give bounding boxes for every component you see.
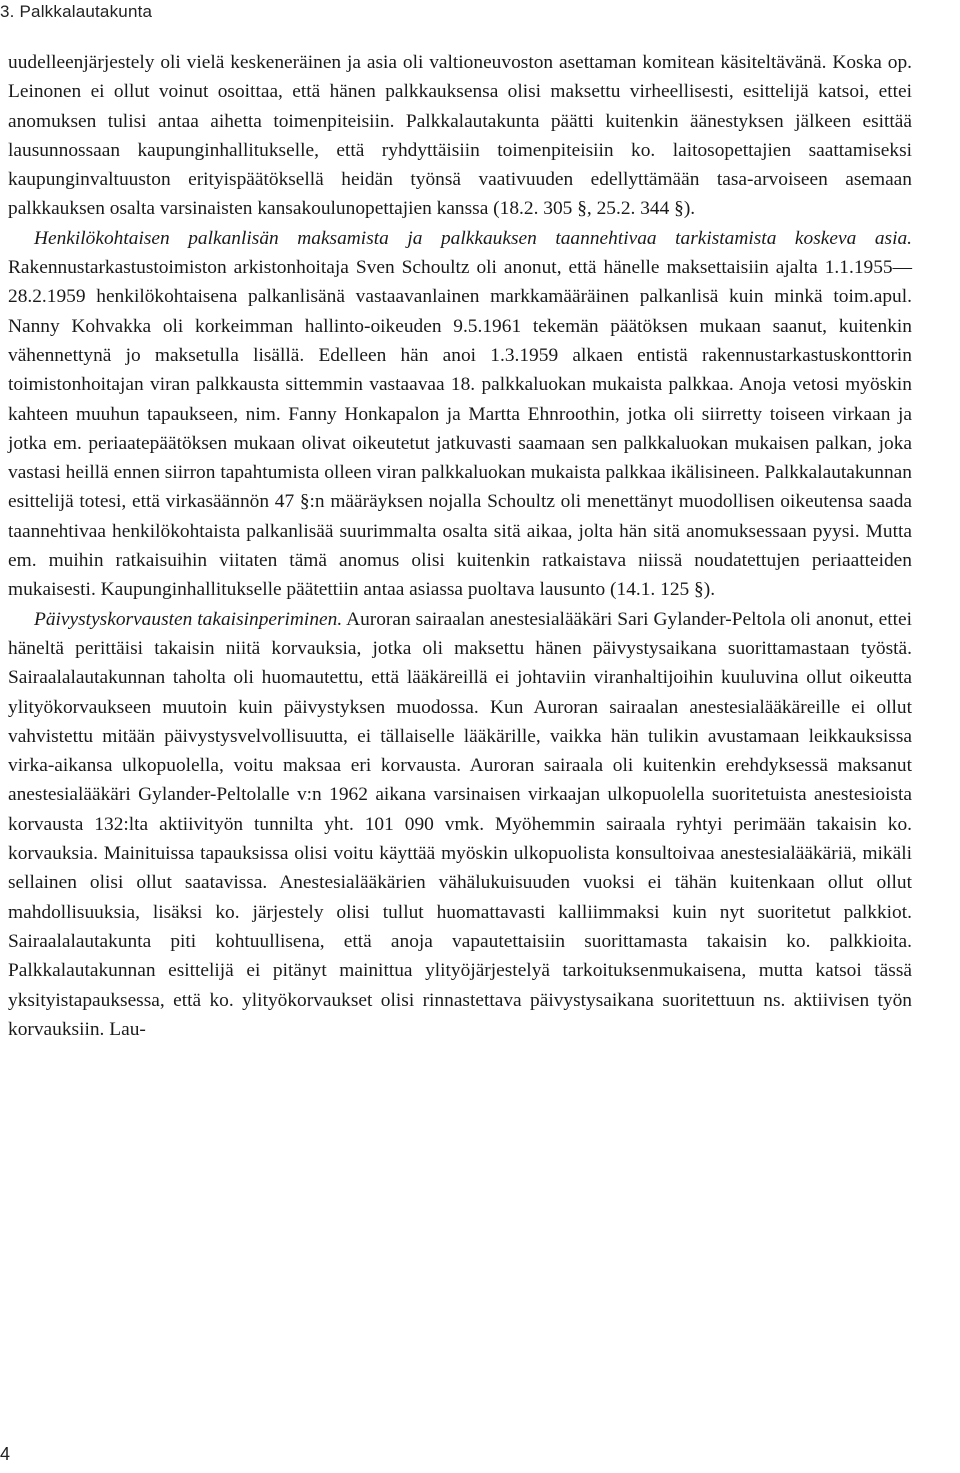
running-head: 3. Palkkalautakunta: [0, 2, 153, 21]
paragraph-paivystys: [8, 605, 912, 1044]
paragraph-text: Auroran sairaalan anestesialääkäri Sari Gylander-Peltola oli anonut, ettei häneltä perittäisi takaisin niitä korvauksia, jotka oli maksettu hänen päivystysaikana suorittamastaan työstä. Sairaalalautakunnan taholta oli huomautettu, että lääkäreillä ei johtaviin viranhaltijoihin kuuluvina ollut oikeutta ylityökorvaukseen muutoin kuin päivystyksen muodossa. Kun Auroran sairaalan anestesialääkäreille ei ollut vahvistettu mitään päivystysvelvollisuutta, ei tällaiselle lääkärille, vaikka hän tulikin avustamaan leikkauksissa virka-aikansa ulkopuolella, voitu maksaa eri korvausta. Auroran sairaala oli kuitenkin erehdyksessä maksanut anestesialääkäri Gylander-Peltolalle v:n 1962 aikana varsinaisen virkaajan ulkopuolella suoritetuista anestesioista korvausta 132:lta aktiivityön tunnilta yht. 101 090 vmk. Myöhemmin sairaala ryhtyi perimään takaisin ko. korvauksia. Mainituissa tapauksissa olisi voitu käyttää myöskin ulkopuolista konsultoivaa anestesialääkäriä, mikäli sellainen olisi ollut saatavissa. Anestesialääkärien vähälukuisuuden vuoksi ei tähän kuitenkaan ollut ollut mahdollisuuksia, lisäksi ko. järjestely olisi tullut huomattavasti kalliimmaksi kuin nyt suoritetut palkkiot. Sairaalalautakunta piti kohtuullisena, että anoja vapautettaisiin suorittamasta takaisin ko. palkkioita. Palkkalautakunnan esittelijä ei pitänyt mainittua ylityöjärjestelyä tarkoituksenmukaisena, mutta katsoi tässä yksityistapauksessa, että ko. ylityökorvaukset olisi rinnastettava päivystysaikana suoritettuun ns. aktiivisen työn korvauksiin. Lau-: [8, 608, 912, 1040]
page-number: 4: [0, 1444, 11, 1464]
section-heading-paivystys: Päivystyskorvausten takaisinperiminen.: [34, 608, 343, 630]
page-body: [8, 48, 912, 1044]
paragraph-continued: uudelleenjärjestely oli vielä keskeneräinen ja asia oli valtioneuvoston asettaman komitean käsiteltävänä. Koska op. Leinonen ei ollut voinut osoittaa, että hänen palkkauksensa olisi maksettu virheellisesti, esittelijä katsoi, ettei anomuksen tulisi antaa aihetta toimenpiteisiin. Palkkalautakunta päätti kuitenkin äänestyksen jälkeen esittää lausunnossaan kaupunginhallitukselle, että ryhdyttäisiin toimenpiteisiin ko. laitosopettajien saattamiseksi kaupunginvaltuuston erityispäätöksellä heidän työnsä vaativuuden edellyttämään tasa-arvoiseen asemaan palkkauksen osalta varsinaisten kansakoulunopettajien kanssa (18.2. 305 §, 25.2. 344 §).: [8, 52, 912, 220]
paragraph-text: Rakennustarkastustoimiston arkistonhoitaja Sven Schoultz oli anonut, että hänelle maksettaisiin ajalta 1.1.1955—28.2.1959 henkilökohtaisena palkanlisänä vastaavanlainen markkamääräinen palkanlisä kuin minkä toim.apul. Nanny Kohvakka oli korkeimman hallinto-oikeuden 9.5.1961 tekemän päätöksen mukaan saanut, kuitenkin vähennettynä jo maksetulla lisällä. Edelleen hän anoi 1.3.1959 alkaen entistä rakennustarkastuskonttorin toimistonhoitajan viran palkkausta sittemmin vastaavaa 18. palkkaluokan mukaista palkkaa. Anoja vetosi myöskin kahteen muuhun tapaukseen, nim. Fanny Honkapalon ja Martta Ehnroothin, jotka oli siirretty toiseen virkaan ja jotka em. periaatepäätöksen mukaan olivat oikeutetut jatkuvasti saamaan sen palkkaluokan mukaisen palkan, joka vastasi heillä ennen siirron tapahtumista olleen viran palkkaluokan mukaista palkkaa ikälisineen. Palkkalautakunnan esittelijä totesi, että virkasäännön 47 §:n määräyksen nojalla Schoultz oli menettänyt muodollisen oikeutensa saada taannehtivaa henkilökohtaista palkanlisää suurimmalta osalta sitä aikaa, jolta hän sitä anomuksessaan pyysi. Mutta em. muihin ratkaisuihin viitaten tämä anomus olisi kuitenkin ratkaistava niissä noudatettujen periaatteiden mukaisesti. Kaupunginhallitukselle päätettiin antaa asiassa puoltava lausunto (14.1. 125 §).: [8, 257, 912, 601]
paragraph-schoultz: [8, 224, 912, 605]
section-heading-palkanlisa: Henkilökohtaisen palkanlisän maksamista ja palkkauksen taannehtivaa tarkistamista koskeva asia.: [34, 227, 912, 249]
